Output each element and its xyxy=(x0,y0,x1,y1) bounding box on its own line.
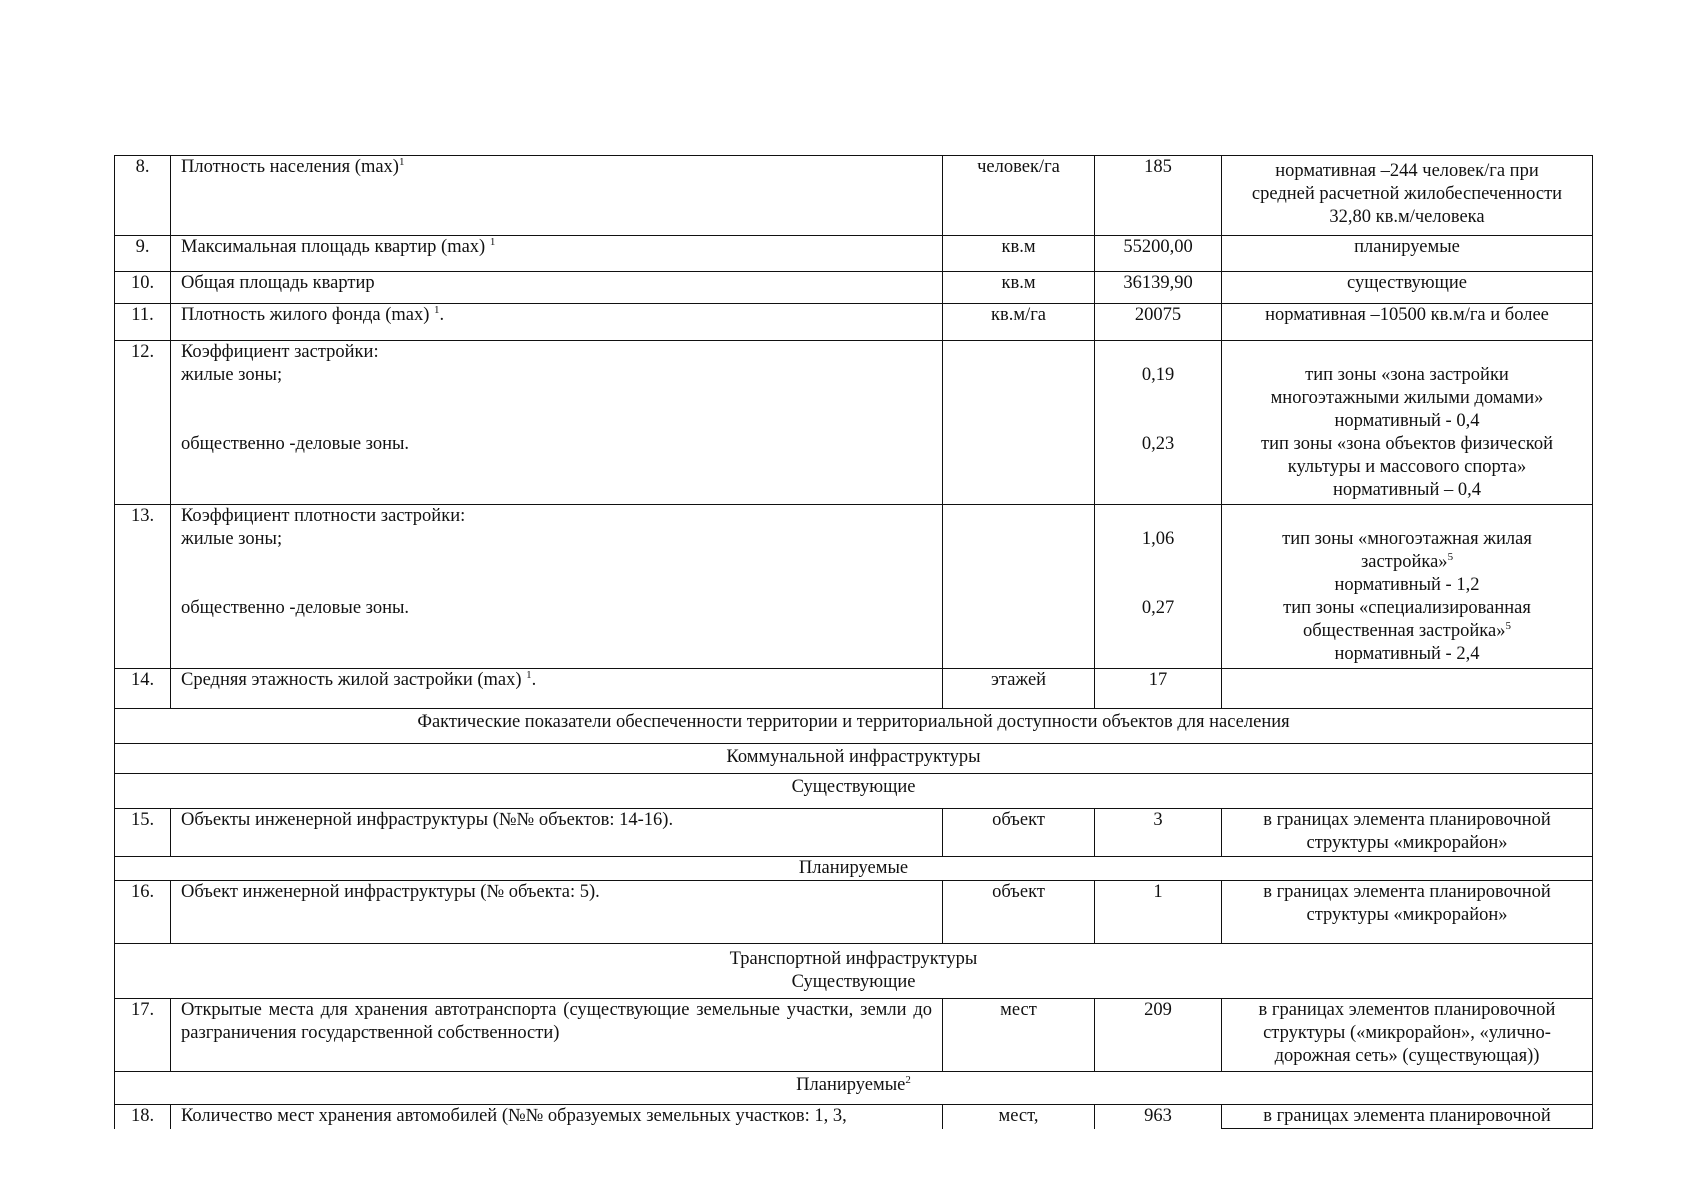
row-note: существующие xyxy=(1222,272,1593,304)
row-value: 55200,00 xyxy=(1095,236,1222,272)
row-value: 209 xyxy=(1095,999,1222,1072)
row-unit: человек/га xyxy=(943,156,1095,236)
row-unit: мест xyxy=(943,999,1095,1072)
row-unit: этажей xyxy=(943,669,1095,709)
row-name: Объекты инженерной инфраструктуры (№№ объектов: 14-16). xyxy=(171,809,943,857)
row-name: Плотность населения $(\max)^1$ xyxy=(171,156,943,236)
section-subtitle: Планируемые$^2$ xyxy=(115,1072,1593,1105)
row-note: планируемые xyxy=(1222,236,1593,272)
section-title: Фактические показатели обеспеченности территории и территориальной доступности объектов для населения xyxy=(115,709,1593,744)
row-unit: объект xyxy=(943,881,1095,944)
section-row xyxy=(115,774,1593,809)
section-row xyxy=(115,944,1593,999)
table-row xyxy=(115,156,1593,236)
table-row xyxy=(115,236,1593,272)
section-row xyxy=(115,857,1593,881)
row-name: Общая площадь квартир xyxy=(171,272,943,304)
section-subtitle: Планируемые xyxy=(115,857,1593,881)
document-page xyxy=(114,155,1592,1129)
row-number: 16. xyxy=(115,881,171,944)
row-value: 36139,90 xyxy=(1095,272,1222,304)
row-name: Плотность жилого фонда (max) $^1$. xyxy=(171,304,943,341)
row-number: 18. xyxy=(115,1105,171,1129)
row-note: тип зоны «зона застройки многоэтажными жилыми домами» нормативный - 0,4 тип зоны «зона объектов физической культуры и массового спорта» нормативный – 0,4 xyxy=(1222,341,1593,505)
row-number: 11. xyxy=(115,304,171,341)
row-unit xyxy=(943,341,1095,505)
row-name: Коэффициент плотности застройки: жилые зоны; общественно -деловые зоны. xyxy=(171,505,943,669)
row-number: 12. xyxy=(115,341,171,505)
row-name: Средняя этажность жилой застройки (max) $^1$. xyxy=(171,669,943,709)
table-row xyxy=(115,1105,1593,1129)
row-number: 15. xyxy=(115,809,171,857)
row-note xyxy=(1222,669,1593,709)
row-unit: объект xyxy=(943,809,1095,857)
row-number: 9. xyxy=(115,236,171,272)
table-row xyxy=(115,999,1593,1072)
section-title: Транспортной инфраструктуры Существующие xyxy=(115,944,1593,999)
row-name: Открытые места для хранения автотранспорта (существующие земельные участки, земли до разграничения государственной собственности) xyxy=(171,999,943,1072)
row-value: 20075 xyxy=(1095,304,1222,341)
row-value: 963 xyxy=(1095,1105,1222,1129)
row-note: в границах элементов планировочной структуры («микрорайон», «улично- дорожная сеть» (существующая)) xyxy=(1222,999,1593,1072)
indicators-table xyxy=(114,155,1593,1129)
row-unit: кв.м xyxy=(943,236,1095,272)
row-value: 1,06 0,27 xyxy=(1095,505,1222,669)
section-subtitle: Существующие xyxy=(115,774,1593,809)
row-note: в границах элемента планировочной структуры «микрорайон» xyxy=(1222,881,1593,944)
table-row xyxy=(115,272,1593,304)
row-unit xyxy=(943,505,1095,669)
table-row xyxy=(115,669,1593,709)
row-value: 1 xyxy=(1095,881,1222,944)
row-note: в границах элемента планировочной структуры «микрорайон» xyxy=(1222,809,1593,857)
section-row xyxy=(115,709,1593,744)
row-number: 10. xyxy=(115,272,171,304)
row-note: тип зоны «многоэтажная жилая застройка»$^5$ нормативный - 1,2 тип зоны «специализированная общественная застройка»$^5$ нормативный - 2,4 xyxy=(1222,505,1593,669)
row-note: в границах элемента планировочной xyxy=(1222,1105,1593,1129)
row-value: 3 xyxy=(1095,809,1222,857)
section-row xyxy=(115,1072,1593,1105)
table-row xyxy=(115,505,1593,669)
section-row xyxy=(115,744,1593,774)
row-value: 0,19 0,23 xyxy=(1095,341,1222,505)
table-row xyxy=(115,809,1593,857)
row-number: 8. xyxy=(115,156,171,236)
section-title: Коммунальной инфраструктуры xyxy=(115,744,1593,774)
row-unit: кв.м/га xyxy=(943,304,1095,341)
row-name: Количество мест хранения автомобилей (№№ образуемых земельных участков: 1, 3, xyxy=(171,1105,943,1129)
row-name: Коэффициент застройки: жилые зоны; общественно -деловые зоны. xyxy=(171,341,943,505)
row-note: нормативная –10500 кв.м/га и более xyxy=(1222,304,1593,341)
row-name: Максимальная площадь квартир (max) $^1$ xyxy=(171,236,943,272)
row-unit: кв.м xyxy=(943,272,1095,304)
row-number: 17. xyxy=(115,999,171,1072)
row-value: 185 xyxy=(1095,156,1222,236)
row-number: 13. xyxy=(115,505,171,669)
row-name: Объект инженерной инфраструктуры (№ объекта: 5). xyxy=(171,881,943,944)
table-row xyxy=(115,304,1593,341)
row-note: нормативная –244 человек/га при средней расчетной жилобеспеченности 32,80 кв.м/человека xyxy=(1222,156,1593,236)
table-row xyxy=(115,881,1593,944)
row-unit: мест, xyxy=(943,1105,1095,1129)
table-row xyxy=(115,341,1593,505)
row-number: 14. xyxy=(115,669,171,709)
row-value: 17 xyxy=(1095,669,1222,709)
